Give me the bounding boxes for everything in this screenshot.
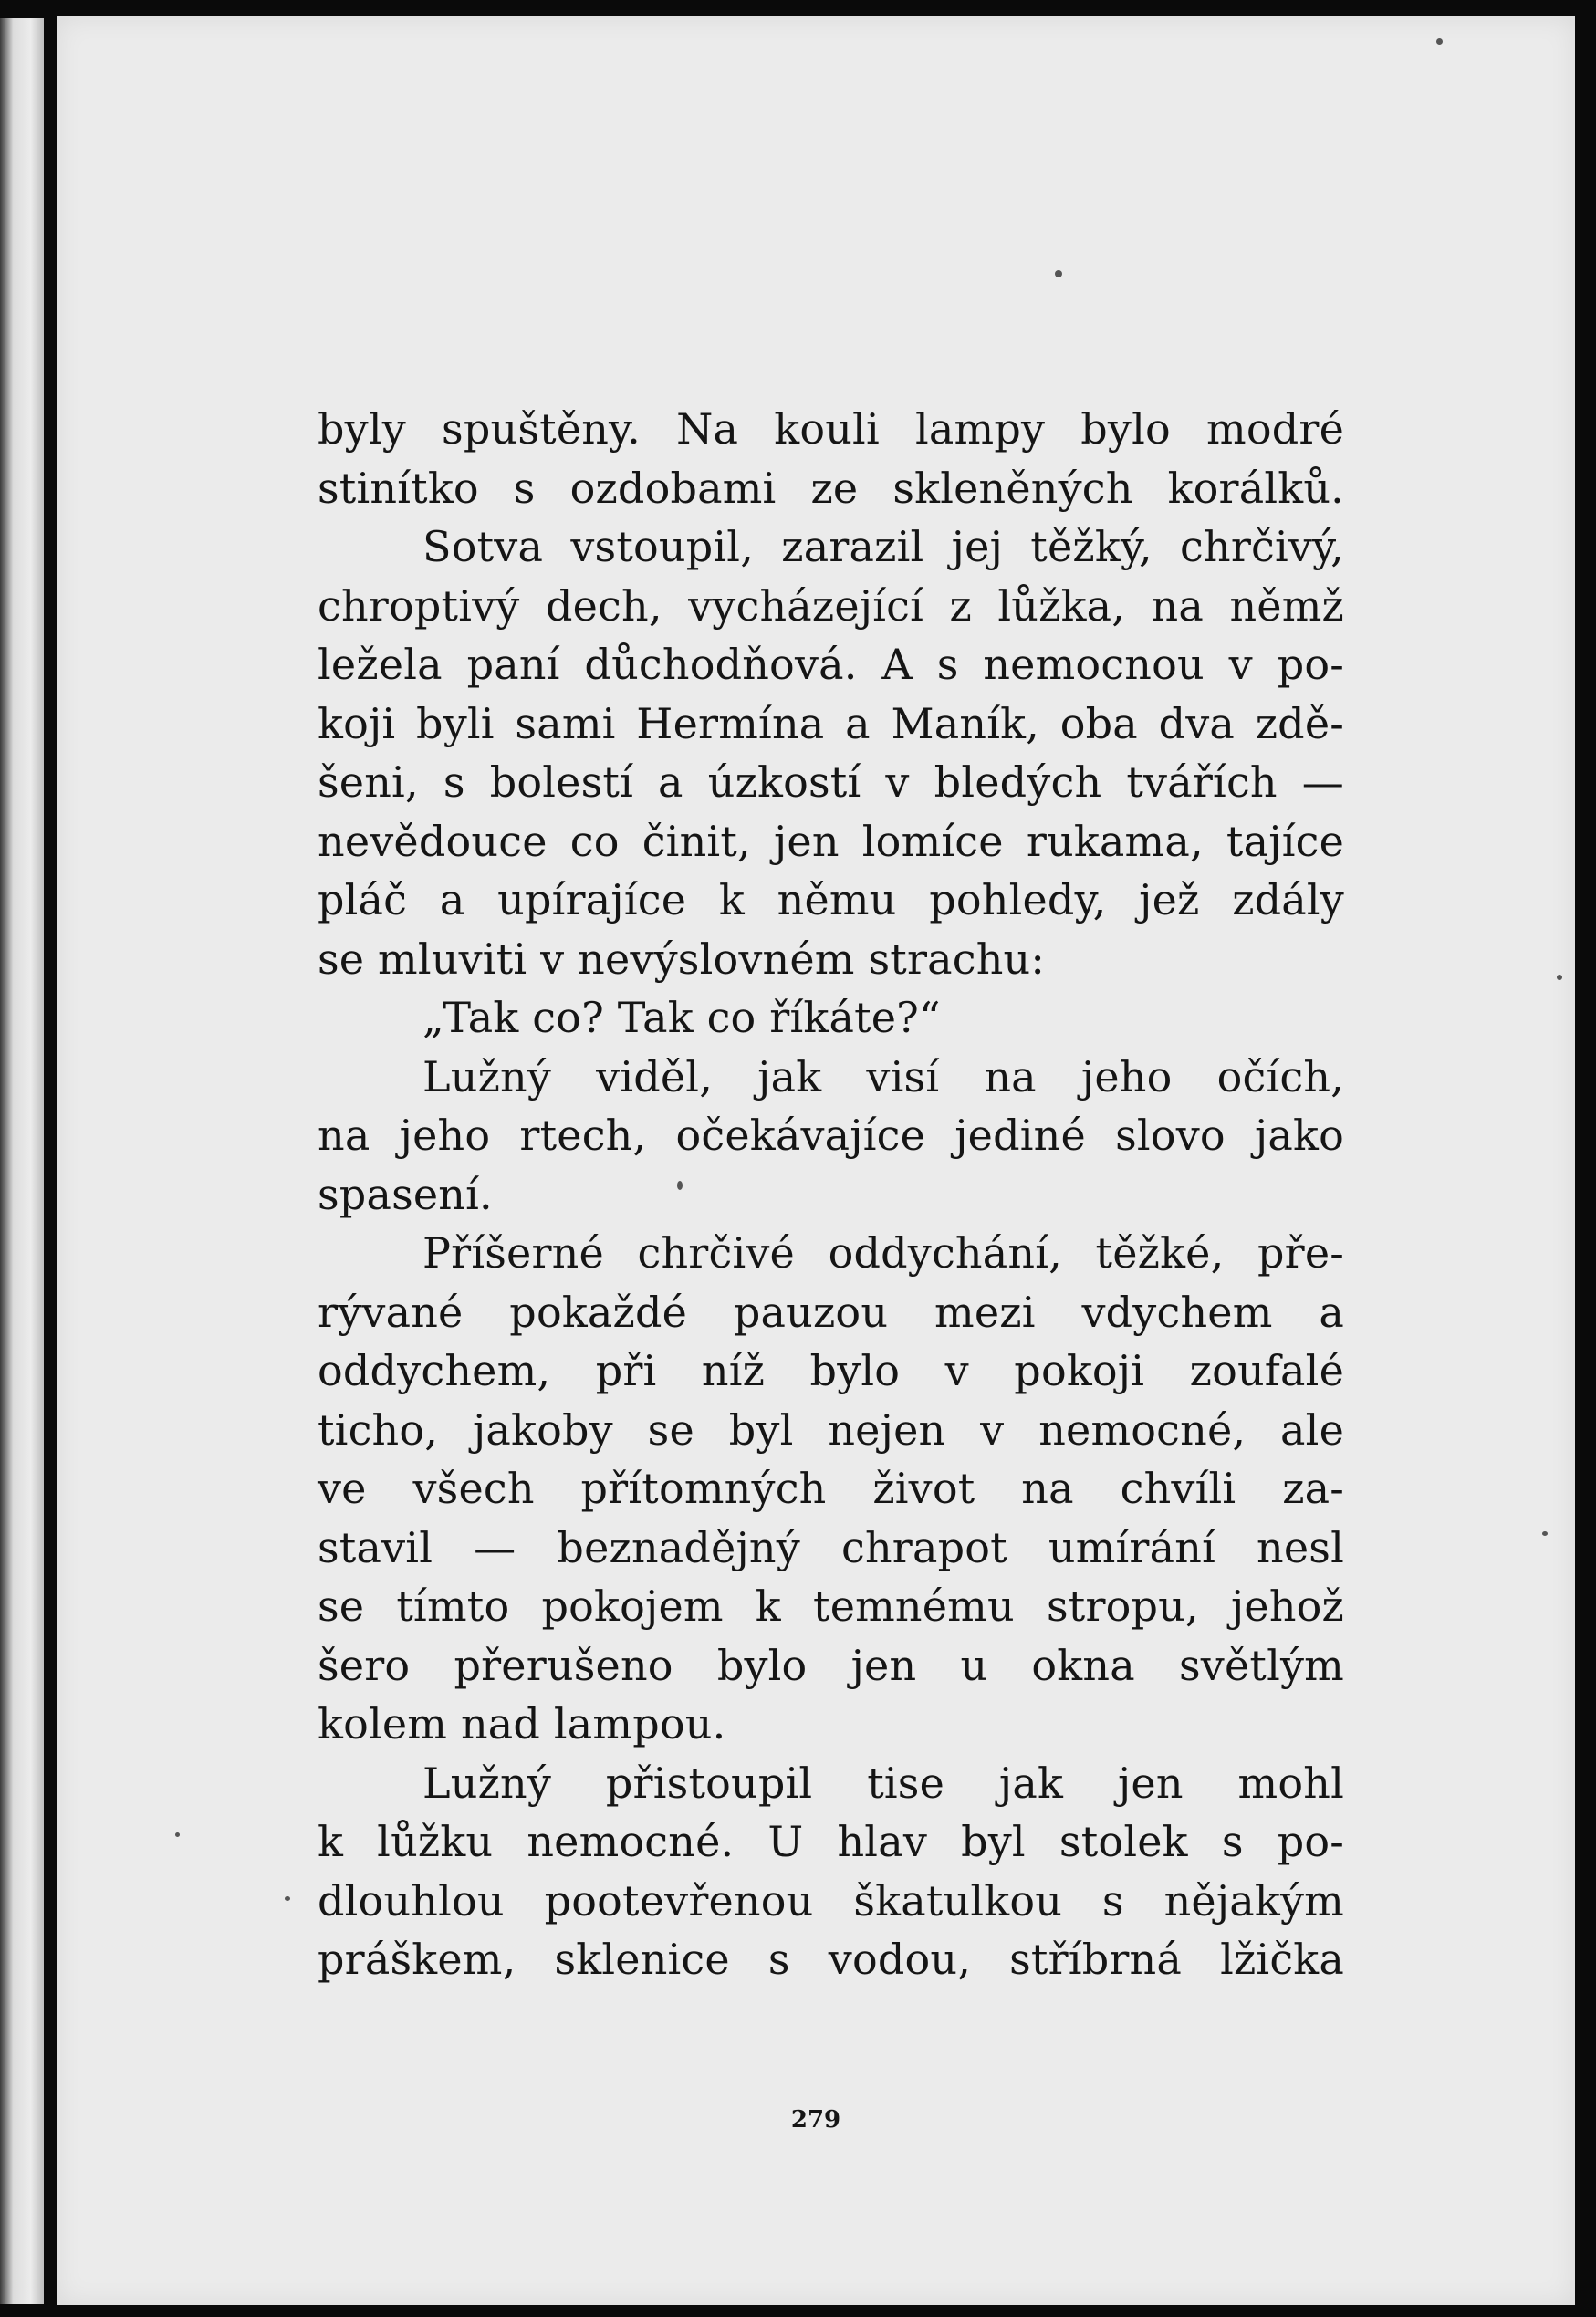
text-line: spasení. — [318, 1169, 493, 1219]
body-text — [318, 400, 1344, 1989]
text-line: ticho, jakoby se byl nejen v nemocné, ale — [318, 1404, 1344, 1455]
text-line: se tímto pokojem k temnému stropu, jehož — [318, 1581, 1344, 1631]
dust-speck — [1542, 1531, 1548, 1536]
text-line: práškem, sklenice s vodou, stříbrná lžička — [318, 1935, 1344, 1984]
text-line: se mluviti v nevýslovném strachu: — [318, 934, 1046, 984]
text-line: Lužný přistoupil tise jak jen mohl — [422, 1758, 1344, 1808]
text-line: šeni, s bolestí a úzkostí v bledých tvářích — — [318, 757, 1344, 807]
dust-speck — [285, 1896, 290, 1901]
text-line: ležela paní důchodňová. A s nemocnou v po- — [318, 640, 1344, 689]
text-line: „Tak co? Tak co říkáte?“ — [422, 993, 941, 1042]
text-line: chroptivý dech, vycházející z lůžka, na němž — [318, 580, 1344, 631]
text-line: nevědouce co činit, jen lomíce rukama, tajíce — [318, 816, 1344, 866]
text-line: na jeho rtech, očekávajíce jediné slovo jako — [318, 1111, 1344, 1160]
text-line: pláč a upírajíce k němu pohledy, jež zdály — [318, 875, 1344, 924]
text-line: stavil — beznadějný chrapot umírání nesl — [318, 1522, 1344, 1572]
text-line: koji byli sami Hermína a Maník, oba dva zdě- — [318, 698, 1344, 748]
previous-page-edge — [0, 18, 44, 2304]
dust-speck — [1055, 270, 1062, 277]
page-number: 279 — [790, 2106, 841, 2134]
dust-speck — [175, 1832, 180, 1837]
dust-speck — [1436, 38, 1443, 45]
text-line: stinítko s ozdobami ze skleněných korálků. — [318, 463, 1344, 513]
text-line: šero přerušeno bylo jen u okna světlým — [318, 1640, 1344, 1690]
text-line: Sotva vstoupil, zarazil jej těžký, chrčivý, — [422, 522, 1344, 571]
book-page — [57, 16, 1575, 2305]
dust-speck — [677, 1181, 683, 1190]
text-line: ve všech přítomných život na chvíli za- — [318, 1464, 1344, 1513]
text-line: byly spuštěny. Na kouli lampy bylo modré — [318, 404, 1344, 454]
text-line: k lůžku nemocné. U hlav byl stolek s po- — [318, 1817, 1344, 1866]
text-line: rývané pokaždé pauzou mezi vdychem a — [318, 1287, 1344, 1337]
dust-speck — [1557, 975, 1562, 980]
text-line: dlouhlou pootevřenou škatulkou s nějakým — [318, 1875, 1344, 1926]
text-line: oddychem, při níž bylo v pokoji zoufalé — [318, 1346, 1344, 1395]
text-line: kolem nad lampou. — [318, 1699, 726, 1748]
text-line: Příšerné chrčivé oddychání, těžké, pře- — [422, 1228, 1344, 1278]
text-line: Lužný viděl, jak visí na jeho očích, — [422, 1051, 1344, 1101]
